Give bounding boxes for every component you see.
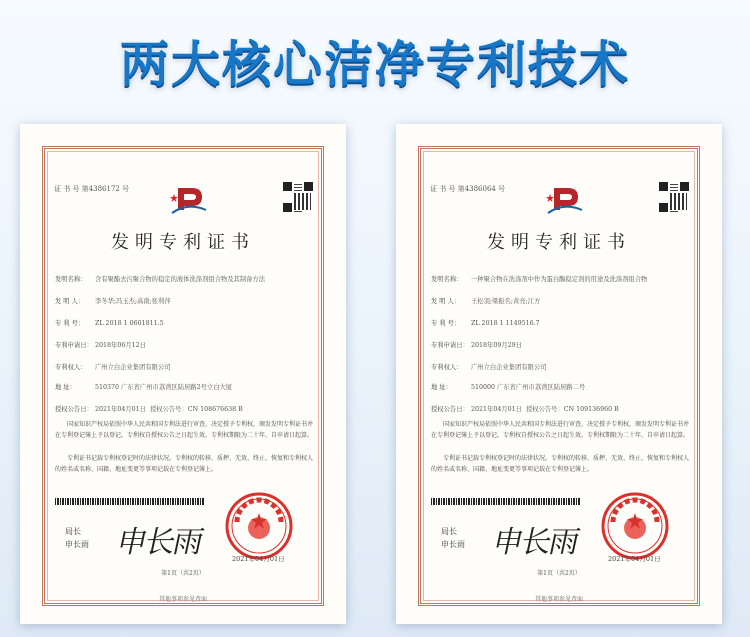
cnipa-logo-icon [544, 180, 584, 220]
field-application-date [431, 340, 690, 349]
field-inventor [431, 296, 690, 305]
qr-code [658, 181, 690, 213]
field-label: 授权公告日： [431, 406, 469, 413]
field-label: 发 明 人： [431, 298, 461, 305]
field-value: 2018年06月12日 [95, 342, 146, 349]
field-value: 2021年04月01日 [471, 406, 522, 413]
patent-certificate-left [20, 124, 346, 624]
field-value: 含有聚酯去污聚合物的稳定的液体洗涤剂组合物及其制备方法 [95, 276, 266, 283]
handwritten-signature: 申长雨 [489, 525, 581, 560]
field-inventor [55, 296, 314, 305]
official-seal-icon [225, 492, 293, 560]
patent-certificate-right [396, 124, 722, 624]
field-value: 2021年04月01日 [95, 406, 146, 413]
field-label: 专利申请日： [431, 342, 469, 349]
grant-publication-number: 授权公告号：CN 108676638 B [149, 406, 243, 413]
field-application-date [55, 340, 314, 349]
cnipa-logo-icon [168, 180, 208, 220]
certificate-title: 发明专利证书 [487, 232, 631, 253]
field-label: 地 址： [431, 384, 452, 391]
certificate-title: 发明专利证书 [111, 232, 255, 253]
field-patent-number [431, 318, 690, 327]
page-number: 第1页（共2页） [537, 570, 581, 577]
field-grant-date [431, 404, 690, 413]
barcode [431, 498, 581, 505]
certificate-paragraph-1: 国家知识产权局依照中华人民共和国专利法进行审查，决定授予专利权，颁发发明专利证书并在专利登记簿上予以登记。专利权自授权公告之日起生效。专利权期限为二十年，自申请日起算。 [431, 421, 690, 439]
page-number: 第1页（共2页） [161, 570, 205, 577]
barcode [55, 498, 205, 505]
field-value: 2018年09月29日 [471, 342, 522, 349]
field-label: 地 址： [55, 384, 76, 391]
field-value: ZL 2018 1 1149516.7 [471, 320, 540, 327]
field-value: 一种聚合物在洗涤剂中作为蛋白酶稳定剂的用途及洗涤剂组合物 [471, 276, 648, 283]
seal-date: 2021年04月01日 [232, 555, 285, 563]
field-label: 专利权人： [431, 364, 463, 371]
handwritten-signature: 申长雨 [113, 525, 205, 560]
footer-note: 其他事项参见背面 [158, 596, 207, 603]
field-address [431, 382, 690, 391]
official-seal-icon [601, 492, 669, 560]
field-patentee [55, 362, 314, 371]
signer-name: 申长雨 [441, 540, 465, 549]
field-label: 专 利 号： [55, 320, 85, 327]
field-value: 王松羽;梁振名;黄亮;江方 [471, 298, 541, 305]
field-label: 授权公告日： [55, 406, 93, 413]
banner-title: 两大核心洁净专利技术 [119, 36, 630, 93]
certificate-paragraph-2: 专利证书记载专利权登记时的法律状况。专利权的转移、质押、无效、终止、恢复和专利权人的姓名或名称、国籍、地址变更等事项记载在专利登记簿上。 [431, 455, 690, 473]
field-label: 专利权人： [55, 364, 87, 371]
certificate-number: 证 书 号 第4386064 号 [430, 185, 506, 193]
grant-publication-number: 授权公告号：CN 109136960 B [525, 406, 619, 413]
field-invention-name [431, 274, 690, 283]
signer-name: 申长雨 [65, 540, 89, 549]
field-value: 李冬华;冯玉杰;高南;张利萍 [95, 298, 171, 305]
field-patentee [431, 362, 690, 371]
certificate-paragraph-1: 国家知识产权局依照中华人民共和国专利法进行审查，决定授予专利权，颁发发明专利证书并在专利登记簿上予以登记。专利权自授权公告之日起生效。专利权期限为二十年，自申请日起算。 [55, 421, 314, 439]
certificate-paragraph-2: 专利证书记载专利权登记时的法律状况。专利权的转移、质押、无效、终止、恢复和专利权人的姓名或名称、国籍、地址变更等事项记载在专利登记簿上。 [55, 455, 314, 473]
field-value: 510000 广东省广州市荔湾区陆居路二号 [471, 384, 586, 391]
field-label: 专 利 号： [431, 320, 461, 327]
certificate-number: 证 书 号 第4386172 号 [54, 185, 130, 193]
signer-title: 局长 [441, 527, 457, 536]
field-label: 专利申请日： [55, 342, 93, 349]
signer-title: 局长 [65, 527, 81, 536]
field-value: 广州立白企业集团有限公司 [95, 364, 171, 371]
seal-date: 2021年04月01日 [608, 555, 661, 563]
field-label: 发明名称： [431, 276, 463, 283]
field-invention-name [55, 274, 314, 283]
field-value: 广州立白企业集团有限公司 [471, 364, 547, 371]
footer-note: 其他事项参见背面 [534, 596, 583, 603]
field-label: 发明名称： [55, 276, 87, 283]
field-label: 发 明 人： [55, 298, 85, 305]
field-address [55, 382, 314, 391]
field-value: ZL 2018 1 0601811.5 [95, 320, 164, 327]
field-patent-number [55, 318, 314, 327]
field-value: 510370 广东省广州市荔湾区陆居路2号立白大厦 [95, 384, 233, 391]
field-grant-date [55, 404, 314, 413]
qr-code [282, 181, 314, 213]
